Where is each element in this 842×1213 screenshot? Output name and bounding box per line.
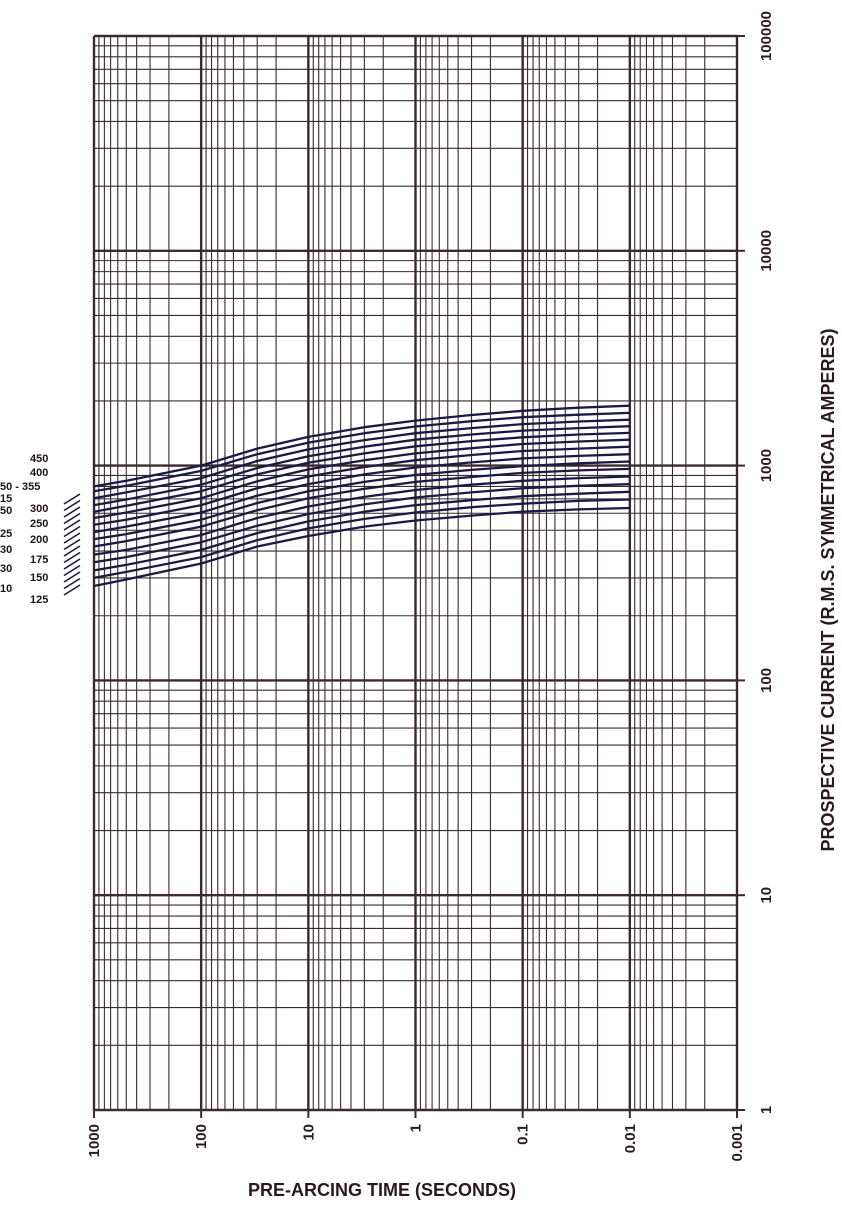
y-tick-label: 100000 <box>758 10 775 62</box>
rating-label: 150 <box>30 572 49 584</box>
x-tick-label: 0.1 <box>514 1124 532 1145</box>
rating-label: 25 <box>0 528 13 540</box>
y-tick-label: 10 <box>758 886 775 904</box>
x-axis-label: PRE-ARCING TIME (SECONDS) <box>247 1180 517 1200</box>
x-tick-label: 0.001 <box>729 1124 746 1162</box>
rating-label: 10 <box>0 583 13 595</box>
rating-label: 400 <box>30 467 49 479</box>
rating-label: 15 <box>0 493 13 505</box>
y-axis-label: PROSPECTIVE CURRENT (R.M.S. SYMMETRICAL AMPERES) <box>818 328 838 852</box>
rating-label: 175 <box>30 554 49 566</box>
rating-label: 125 <box>30 594 49 606</box>
rating-label: 30 <box>0 563 13 575</box>
y-tick-label: 1 <box>758 1105 775 1115</box>
rating-label: 300 <box>30 503 49 515</box>
x-tick-label: 0.01 <box>621 1124 639 1154</box>
y-tick-label: 100 <box>758 667 775 693</box>
y-tick-label: 1000 <box>758 448 775 483</box>
rating-label: 30 <box>0 544 13 556</box>
x-tick-label: 100 <box>193 1124 211 1150</box>
x-tick-label: 10 <box>300 1124 318 1141</box>
x-tick-label: 1 <box>407 1124 425 1133</box>
rating-label: 200 <box>30 534 49 546</box>
rating-label: 250 <box>30 518 49 530</box>
y-tick-label: 10000 <box>758 229 775 272</box>
rating-label: 50 - 355 <box>0 481 41 493</box>
x-tick-label: 1000 <box>86 1124 103 1158</box>
rating-label: 450 <box>30 453 49 465</box>
rating-label: 50 <box>0 505 13 517</box>
